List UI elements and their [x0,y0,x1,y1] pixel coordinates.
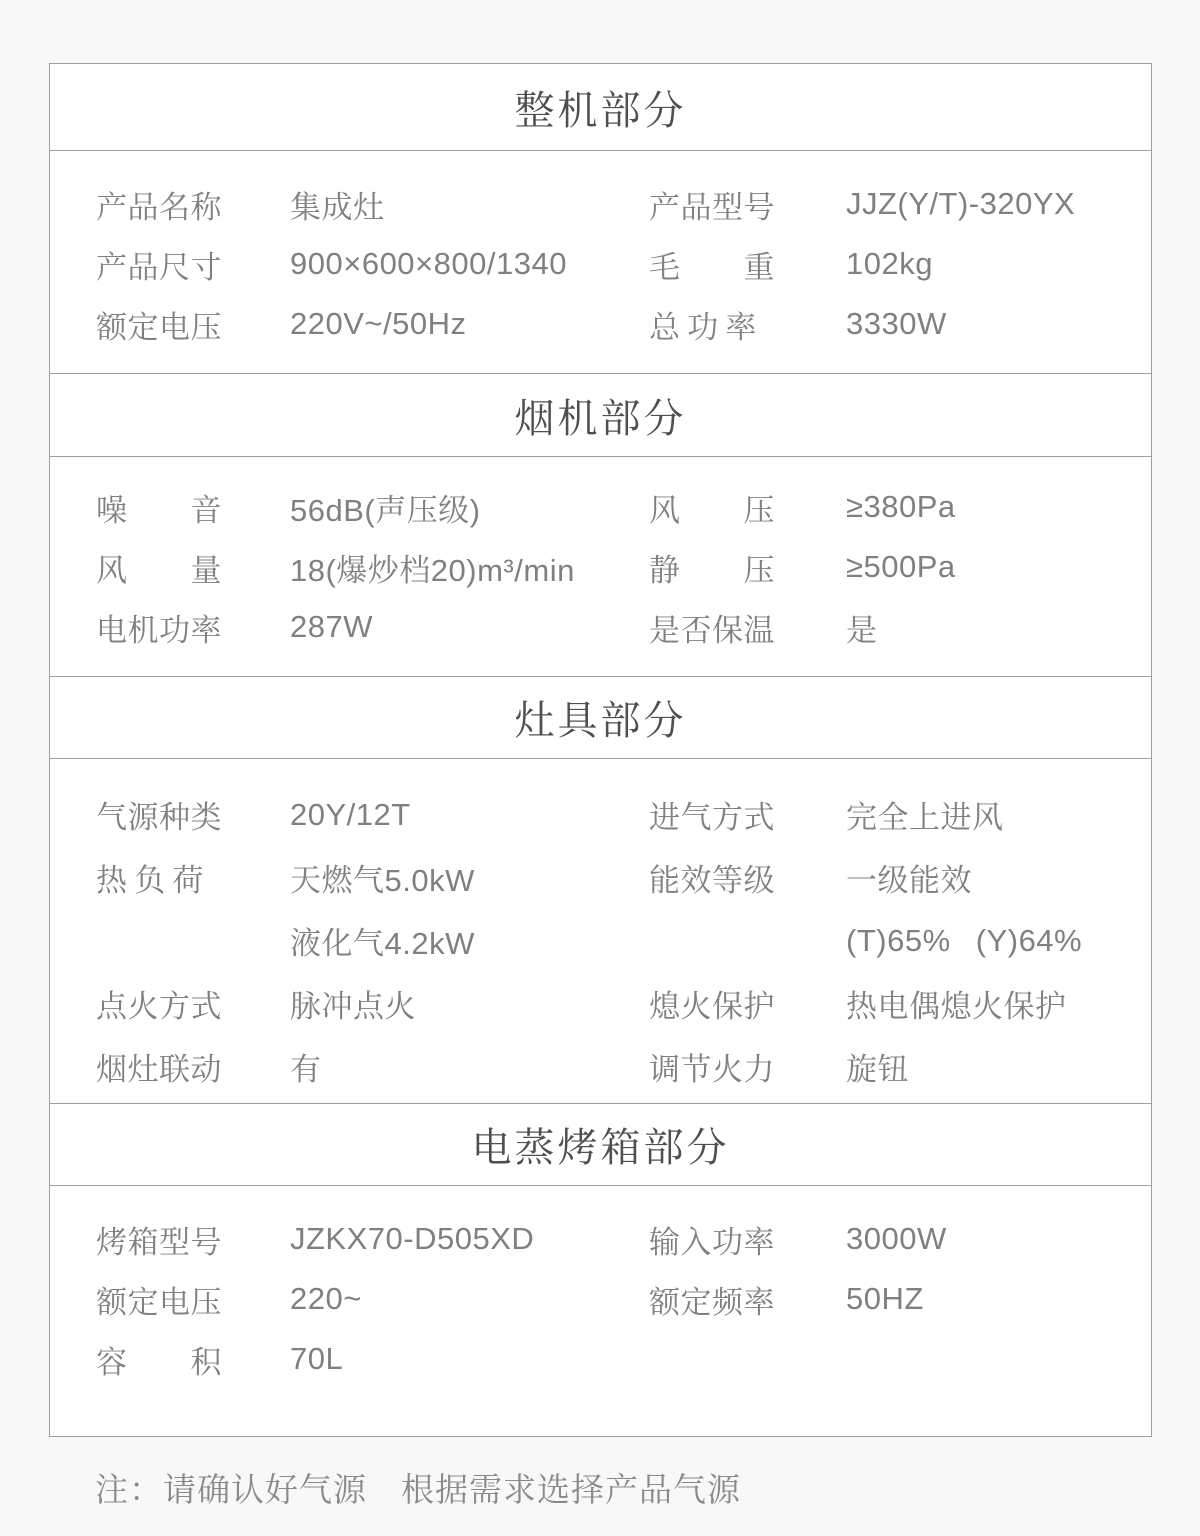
spec-row [50,597,1151,657]
spec-label: 熄火保护 [649,989,775,1024]
spec-row [50,1269,1151,1329]
spec-value: JJZ(Y/T)-320YX [846,186,1076,221]
spec-label: 进气方式 [649,800,775,835]
spec-label: 电机功率 [96,612,222,648]
spec-row [50,537,1151,597]
spec-value: 是 [846,612,878,648]
spec-value: JZKX70-D505XD [290,1221,535,1256]
spec-value: 70L [290,1341,344,1376]
section-body-whole-unit [50,151,1151,374]
spec-value: 287W [290,609,373,644]
spec-label: 风 压 [649,492,775,528]
gas-source-note: 注：请确认好气源 根据需求选择产品气源 [95,1471,741,1508]
spec-label: 输入功率 [649,1224,775,1260]
product-spec-table [49,63,1152,1437]
spec-label: 是否保温 [649,612,775,648]
section-body-steam-oven [50,1186,1151,1436]
section-title-text: 整机部分 [514,88,687,133]
spec-label: 产品尺寸 [96,249,222,285]
spec-value: 集成灶 [290,189,385,225]
spec-label: 容 积 [96,1344,222,1380]
spec-label: 热 负 荷 [96,863,204,898]
spec-label: 总 功 率 [649,309,757,345]
spec-value: 220V~/50Hz [290,306,467,341]
spec-label: 烟灶联动 [96,1052,222,1087]
spec-row [50,294,1151,354]
spec-label: 气源种类 [96,800,222,835]
spec-label: 产品名称 [96,189,222,225]
spec-label: 产品型号 [649,189,775,225]
spec-value: 旋钮 [846,1052,909,1087]
section-body-range-hood [50,457,1151,677]
spec-value: ≥380Pa [846,489,956,524]
spec-value: 900×600×800/1340 [290,246,567,281]
spec-row [50,234,1151,294]
spec-value: 220~ [290,1281,362,1316]
spec-value: 56dB(声压级) [290,492,481,528]
spec-row [50,846,1151,909]
spec-label: 调节火力 [649,1052,775,1087]
spec-label: 静 压 [649,552,775,588]
spec-value: 热电偶熄火保护 [846,989,1067,1024]
spec-value: 3000W [846,1221,947,1256]
spec-label: 额定频率 [649,1284,775,1320]
spec-value: 一级能效 [846,863,972,898]
spec-label: 毛 重 [649,249,775,285]
spec-value: 有 [290,1052,322,1087]
spec-row [50,972,1151,1035]
section-title-stove [50,677,1151,759]
spec-row [50,174,1151,234]
spec-value: ≥500Pa [846,549,956,584]
spec-row [50,1035,1151,1098]
spec-value: 脉冲点火 [290,989,416,1024]
section-title-text: 灶具部分 [514,699,687,743]
spec-row [50,1209,1151,1269]
spec-row [50,1329,1151,1389]
spec-label: 额定电压 [96,1284,222,1320]
spec-value: 完全上进风 [846,800,1004,835]
spec-label: 额定电压 [96,309,222,345]
spec-label: 噪 音 [96,492,222,528]
spec-value: 液化气4.2kW [290,926,475,961]
spec-row [50,909,1151,972]
spec-value: 50HZ [846,1281,924,1316]
spec-value: 102kg [846,246,933,281]
spec-value: 18(爆炒档20)m³/min [290,552,575,588]
spec-value: 天燃气5.0kW [290,863,475,898]
spec-value: 3330W [846,306,947,341]
section-title-text: 电蒸烤箱部分 [471,1126,730,1170]
section-title-whole-unit [50,64,1151,151]
spec-value: (T)65% (Y)64% [846,922,1083,958]
spec-label: 能效等级 [649,863,775,898]
spec-row [50,477,1151,537]
spec-label: 烤箱型号 [96,1224,222,1260]
section-body-stove [50,759,1151,1104]
spec-label: 点火方式 [96,989,222,1024]
spec-label: 风 量 [96,552,222,588]
section-title-text: 烟机部分 [514,396,687,441]
spec-value: 20Y/12T [290,796,411,832]
section-title-range-hood [50,374,1151,457]
section-title-steam-oven [50,1104,1151,1186]
spec-row [50,783,1151,846]
